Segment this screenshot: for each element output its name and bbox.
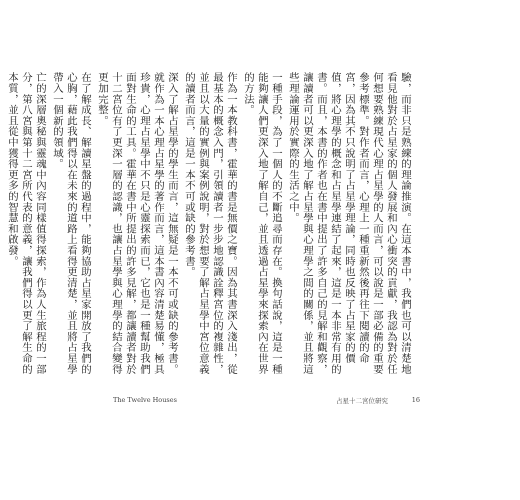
footer-chinese-title: 占星十二宮位研究 [336, 397, 388, 405]
footer-book-title: The Twelve Houses [113, 396, 177, 404]
paragraph: 亡的深層奧秘與靈魂中內容同樣值得探索，作為人生旅程的一部分，第八宮與第十二宮所代表的意義，讓我們得以更了解生命的本質，並且從中獲得更多的智慧和啟發。 [6, 72, 46, 375]
vertical-text-block [6, 72, 412, 377]
paragraph: 在了解成長、解讀星盤的過程中，能夠協助占星家開放了我們的心胸，藉此我們得以在未來的道路上看得更清楚，並且將占星學帶入一個新的領域。 [51, 72, 91, 375]
page-number: 16 [411, 396, 420, 404]
paragraph: 驗，而非只是熟練的理論推演。在這本書中，我們也可以清楚地看見他對於占星家的個人發展和內心衝突的貢獻，我認為對於任何想要熟練現代心理占星學的人而言，可以說是一部必備的重要參考標準。對作者而言，心理上一種重新然後再往下閱讀的命宮，因為其不只說明了占星學理論，同時也反映了占星家的價值，將心理學的概念和占星學連結了起來，這是一本非常有用的書。而且，本書的作者也在書中提出了許多自己的見解和觀察，讓讀者可以更深入地了解占星學與心理學之間的關係，並且將這些理論運用於實際的生活之中。 [287, 72, 411, 375]
paragraph: 一種手段，為了一個人的不斷追尋而存在。換句話說，這是一種能夠讓人們更深入地了解自己，並且透過占星學來探索內在世界的方法。 [242, 72, 282, 375]
paragraph: 作為一本教科書，霍華的書是無價之寶。因為其書深入淺出，從最基本的概念入門，引領讀者一步步地認識詮釋宮位的複雜性，並且以大量的實例與案例說明，對於想要了解占星學中宮位意義的讀者而言，這是一本不可或缺的參考書。 [183, 72, 237, 375]
paragraph: 深入了解占星學的學生而言，這無疑是一本不可或缺的參考書。就作為一本心理占星學的著作而言，這本書內容清楚易懂，極具珍貴，心理占星學中不只是心靈探索而已，它也是一種幫助我們面對生命的工具。霍華在書中所提出的許多見解，都讓讀者對於十二宮位有了更深一層的認識，也讓占星學與心理學的結合變得更加完整。 [96, 72, 178, 375]
